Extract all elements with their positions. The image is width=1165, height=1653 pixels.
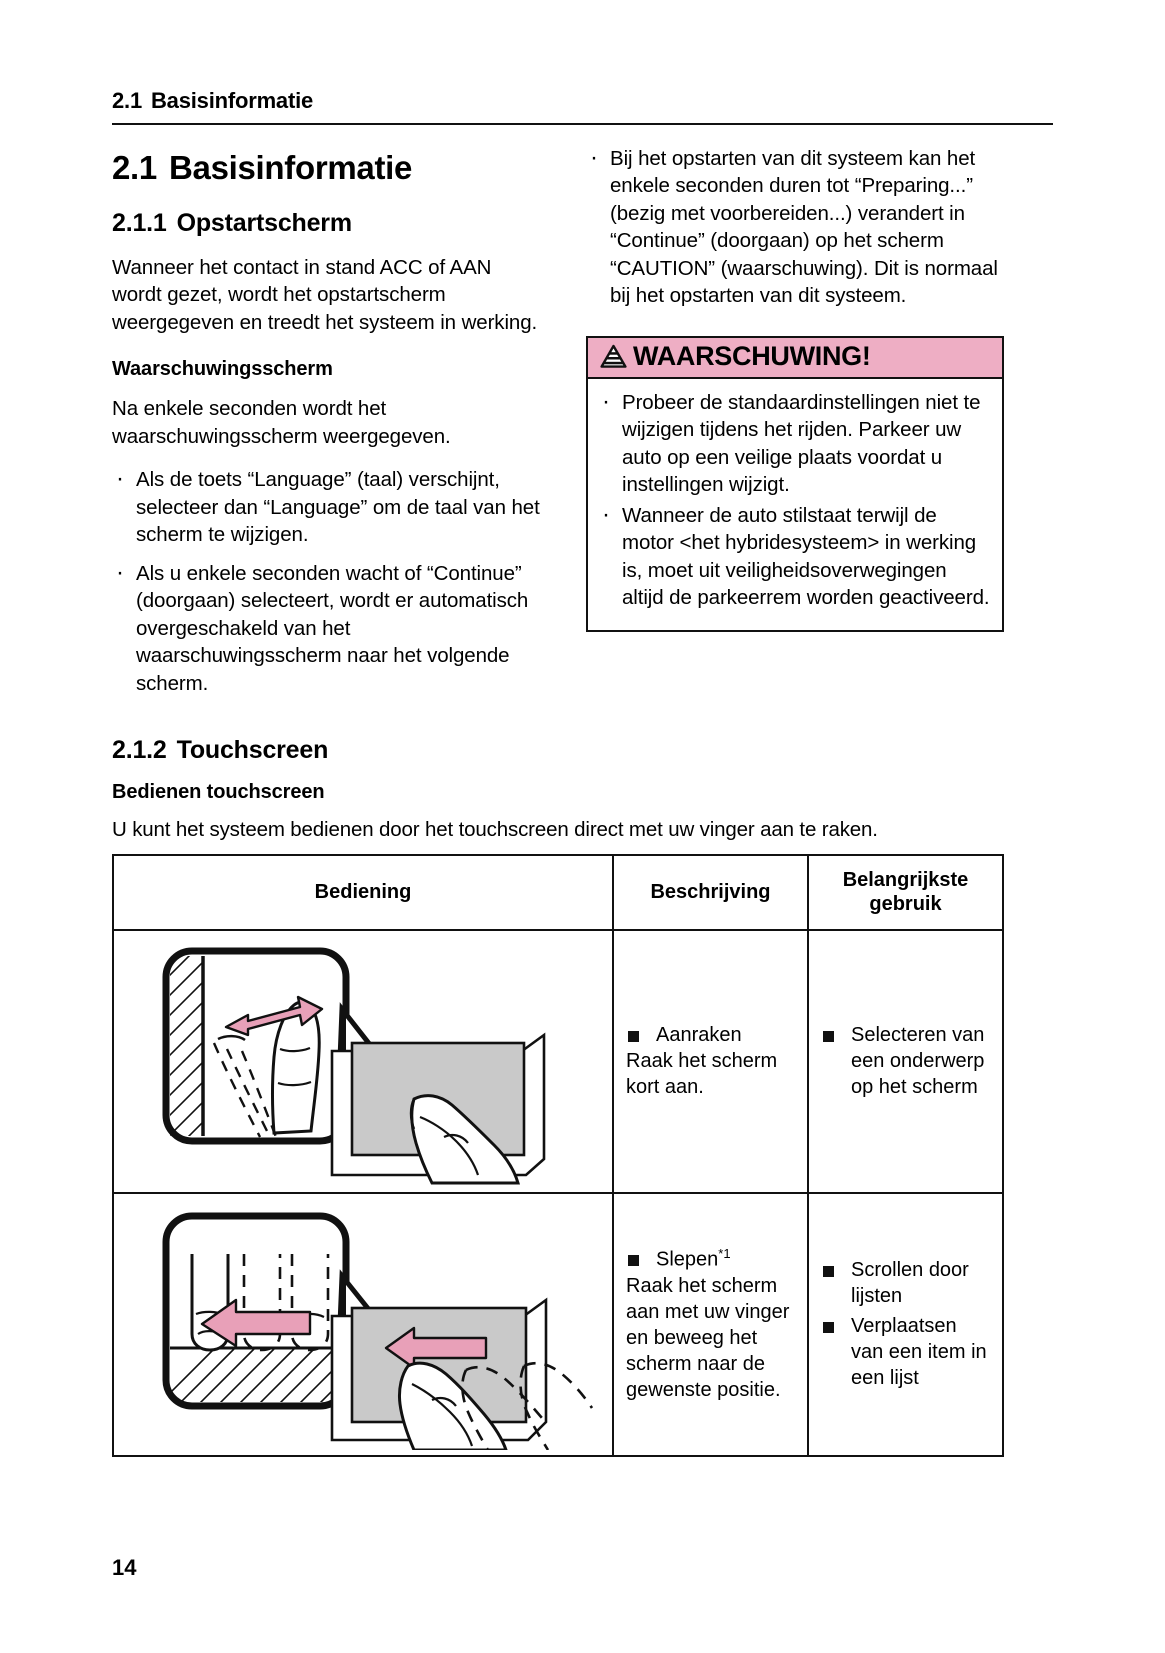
description-cell — [613, 1193, 808, 1456]
column-header-operation: Bediening — [113, 855, 613, 930]
touchscreen-section — [112, 736, 1053, 1457]
left-column — [112, 145, 542, 708]
column-header-description: Beschrijving — [613, 855, 808, 930]
subsection-2-1-1-title — [112, 209, 542, 238]
warning-bullet-list — [598, 389, 990, 612]
warning-screen-paragraph: Na enkele seconden wordt het waarschuwingsscherm weergegeven. — [112, 397, 451, 448]
right-bullet-list — [586, 145, 1004, 310]
section-number: 2.1 — [112, 149, 157, 186]
description-cell — [613, 930, 808, 1193]
gesture-table — [112, 854, 1004, 1457]
use-item: Verplaatsen van een item in een lijst — [821, 1313, 992, 1391]
section-title — [112, 149, 542, 187]
tap-gesture-illustration — [113, 930, 613, 1193]
list-item: · Als de toets “Language” (taal) verschijnt, selecteer dan “Language” om de taal van het scherm te wijzigen. — [112, 466, 542, 548]
right-column — [586, 145, 1004, 632]
list-item: · Probeer de standaardinstellingen niet te wijzigen tijdens het rijden. Parkeer uw auto op een veilige plaats voordat u instellingen wijzigt. — [598, 389, 990, 499]
touchscreen-operation-heading: Bedienen touchscreen — [112, 781, 325, 804]
table-header-row — [113, 855, 1003, 930]
warning-box-title: WAARSCHUWING! — [633, 340, 871, 371]
warning-screen-heading: Waarschuwingsscherm — [112, 358, 333, 381]
warning-triangle-icon — [600, 344, 627, 369]
page-number: 14 — [112, 1555, 137, 1580]
intro-paragraph: Wanneer het contact in stand ACC of AAN wordt gezet, wordt het opstartscherm weergegeven en treedt het systeem in werking. — [112, 256, 538, 334]
subsection-name: Opstartscherm — [176, 209, 352, 237]
left-bullet-list — [112, 466, 542, 697]
running-head — [112, 88, 1053, 123]
warning-box — [586, 336, 1004, 632]
section-name: Basisinformatie — [168, 149, 413, 186]
two-column-layout — [112, 145, 1053, 708]
list-item: · Als u enkele seconden wacht of “Continue” (doorgaan) selecteert, wordt er automatisch overgeschakeld van het waarschuwingsscherm naar het volgende scherm. — [112, 560, 542, 697]
description-title-text: Slepen — [656, 1248, 719, 1271]
use-item: Selecteren van een onderwerp op het scherm — [821, 1022, 992, 1100]
description-body: Raak het scherm kort aan. — [626, 1050, 778, 1099]
column-header-main-use: Belangrijkste gebruik — [808, 855, 1003, 930]
table-row — [113, 930, 1003, 1193]
subsection-number: 2.1.1 — [112, 209, 167, 237]
touchscreen-intro: U kunt het systeem bedienen door het touchscreen direct met uw vinger aan te raken. — [112, 818, 878, 842]
use-item: Scrollen door lijsten — [821, 1257, 992, 1309]
description-body: Raak het scherm aan met uw vinger en beweeg het scherm naar de gewenste positie. — [626, 1274, 790, 1401]
description-title: Aanraken — [626, 1022, 797, 1048]
footnote-marker: *1 — [718, 1246, 731, 1262]
running-head-number: 2.1 — [112, 88, 142, 113]
table-row — [113, 1193, 1003, 1456]
main-use-cell — [808, 930, 1003, 1193]
subsection-2-1-2-title — [112, 736, 1053, 765]
header-divider — [112, 123, 1053, 125]
list-item: · Wanneer de auto stilstaat terwijl de motor <het hybridesysteem> in werking is, moet uit veiligheidsoverwegingen altijd de parkeerrem worden geactiveerd. — [598, 502, 990, 612]
description-title — [626, 1246, 797, 1273]
subsection-name: Touchscreen — [176, 736, 329, 765]
running-head-title: Basisinformatie — [150, 88, 314, 113]
warning-box-header — [588, 338, 1002, 379]
list-item: · Bij het opstarten van dit systeem kan het enkele seconden duren tot “Preparing...” (bezig met voorbereiden...) verandert in “Continue” (doorgaan) op het scherm “CAUTION” (waarschuwing). Dit is normaal bij het opstarten van dit systeem. — [586, 145, 1004, 310]
main-use-cell — [808, 1193, 1003, 1456]
subsection-number: 2.1.2 — [112, 736, 167, 765]
drag-gesture-illustration — [113, 1193, 613, 1456]
warning-box-body — [588, 379, 1002, 630]
